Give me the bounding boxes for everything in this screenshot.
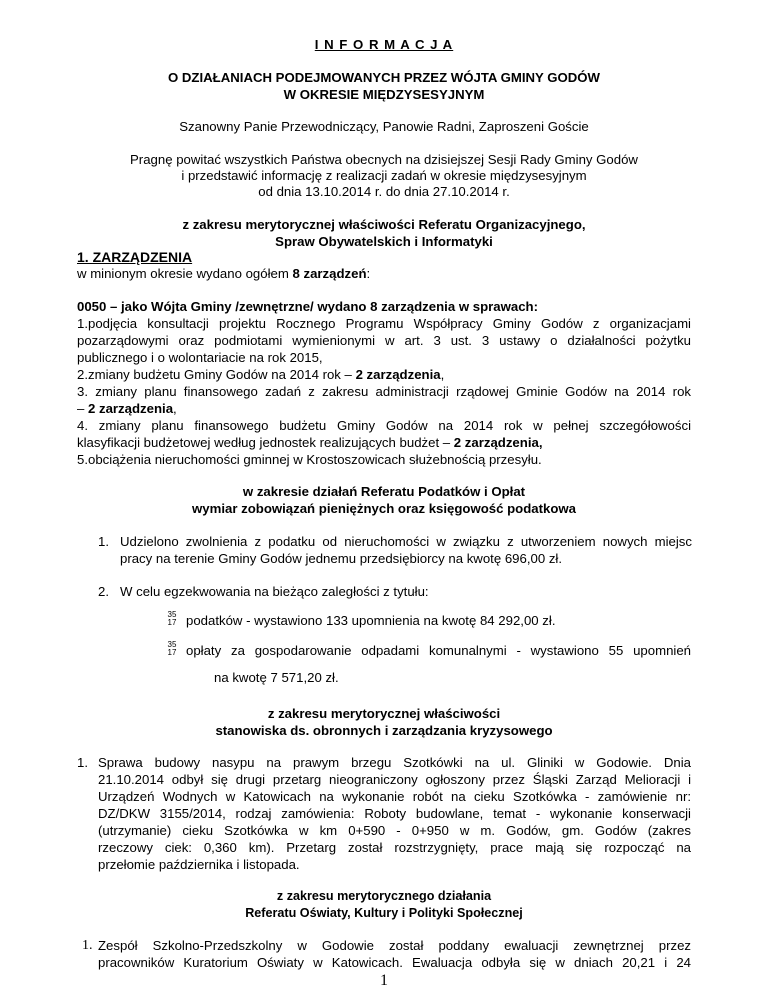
section4-heading-1: z zakresu merytorycznego działania <box>276 889 492 903</box>
bullet-icon <box>166 641 178 657</box>
s2-sub2-line-2: na kwotę 7 571,20 zł. <box>214 670 339 685</box>
item3-prefix: – <box>77 401 88 416</box>
section3-heading-2: stanowiska ds. obronnych i zarządzania kryzysowego <box>215 723 553 738</box>
s2-item2-number: 2. <box>98 584 109 599</box>
section1-subheading: 0050 – jako Wójta Gminy /zewnętrzne/ wydano 8 zarządzenia w sprawach: <box>77 299 538 314</box>
intro-line-2: i przedstawić informację z realizacji zadań w okresie międzysesyjnym <box>181 168 587 183</box>
item2-count: 2 zarządzenia <box>355 367 441 382</box>
subtitle-line-2: W OKRESIE MIĘDZYSESYJNYM <box>283 87 485 102</box>
section3-heading-1: z zakresu merytorycznej właściwości <box>267 706 501 721</box>
bullet-icon <box>166 611 178 627</box>
s3-line: DZ/DKW 3155/2014, rodzaj zamówienia: Roboty budowlane, temat - wykonanie konserwacji <box>98 806 691 821</box>
s2-item1-line-1: Udzielono zwolnienia z podatku od nieruchomości w związku z utworzeniem nowych miejsc <box>120 534 692 549</box>
greeting: Szanowny Panie Przewodniczący, Panowie Radni, Zaproszeni Goście <box>179 119 589 134</box>
item4-text: klasyfikacji budżetowej według jednostek realizujących budżet – <box>77 435 454 450</box>
item2-text: 2.zmiany budżetu Gminy Godów na 2014 rok – <box>77 367 356 382</box>
s2-item1-line-2: pracy na terenie Gminy Godów jednemu przedsiębiorcy na kwotę 696,00 zł. <box>120 551 563 566</box>
summary-prefix: w minionym okresie wydano ogółem <box>77 266 293 281</box>
s3-line: przełomie października i listopada. <box>98 857 300 872</box>
bullet-top: 35 <box>167 640 177 649</box>
bullet-bottom: 17 <box>167 618 177 627</box>
section1-summary <box>77 266 370 281</box>
s3-line: rzeczowy ciek: 0,360 km). Przetarg został rozstrzygnięty, prace mają się rozpocząć na <box>98 840 691 855</box>
section1-heading-1: z zakresu merytorycznej właściwości Referatu Organizacyjnego, <box>182 217 586 232</box>
s2-sub2-line-1: opłaty za gospodarowanie odpadami komunalnymi - wystawiono 55 upomnień <box>186 643 691 658</box>
s3-line: Sprawa budowy nasypu na prawym brzegu Szotkówki na ul. Gliniki w Godowie. Dnia <box>98 755 691 770</box>
item2 <box>77 367 444 382</box>
section1-title: 1. ZARZĄDZENIA <box>77 249 193 265</box>
s4-item-number: 1. <box>82 938 93 953</box>
item3-suffix: , <box>173 401 177 416</box>
s3-line: 21.10.2014 odbył się drugi przetarg nieograniczony ogłoszony przez Śląski Zarząd Melioracji i <box>98 772 691 787</box>
bullet-top: 35 <box>167 610 177 619</box>
document-title: I N F O R M A C J A <box>314 37 454 52</box>
item1-line-1: 1.podjęcia konsultacji projektu Rocznego Programu Współpracy Gminy Godów z organizacjami <box>77 316 691 331</box>
item4-line-1: 4. zmiany planu finansowego budżetu Gminy Godów na 2014 rok w pełnej szczegółowości <box>77 418 691 433</box>
section2-heading-1: w zakresie działań Referatu Podatków i Opłat <box>242 484 526 499</box>
intro-line-3: od dnia 13.10.2014 r. do dnia 27.10.2014 r. <box>258 184 510 199</box>
page-number: 1 <box>380 972 388 989</box>
s3-line: (utrzymanie) cieku Szotkówka w km 0+590 - 0+950 w m. Godów, gm. Godów (zakres <box>98 823 691 838</box>
section1-heading-2: Spraw Obywatelskich i Informatyki <box>275 234 493 249</box>
s2-item2-text: W celu egzekwowania na bieżąco zaległości z tytułu: <box>120 584 429 599</box>
item2-suffix: , <box>440 367 445 382</box>
section2-heading-2: wymiar zobowiązań pieniężnych oraz księgowość podatkowa <box>192 501 576 516</box>
section4-heading-2: Referatu Oświaty, Kultury i Polityki Społecznej <box>245 906 523 920</box>
bullet-bottom: 17 <box>167 648 177 657</box>
item1-line-3: publicznego i o wolontariacie na rok 2015, <box>77 350 323 365</box>
item4-line-2 <box>77 435 542 450</box>
s4-line-1: Zespół Szkolno-Przedszkolny w Godowie został poddany ewaluacji zewnętrznej przez <box>98 938 691 953</box>
item3-line-1: 3. zmiany planu finansowego zadań z zakresu administracji rządowej Gminie Godów na 2014 rok <box>77 384 691 399</box>
item1-line-2: pozarządowymi oraz podmiotami wymienionymi w art. 3 ust. 3 ustawy o działalności pożytku <box>77 333 691 348</box>
s3-item-number: 1. <box>77 755 88 770</box>
s4-line-2: pracowników Kuratorium Oświaty w Katowicach. Ewaluacja odbyła się w dniach 20,21 i 24 <box>98 955 691 970</box>
subtitle-line-1: O DZIAŁANIACH PODEJMOWANYCH PRZEZ WÓJTA GMINY GODÓW <box>167 70 600 85</box>
summary-suffix: : <box>366 266 371 281</box>
s3-paragraph <box>98 755 691 874</box>
item5: 5.obciążenia nieruchomości gminnej w Krostoszowicach służebnością przesyłu. <box>77 452 542 467</box>
s3-line: Urządzeń Wodnych w Katowicach na wykonanie robót na cieku Szotkówka - zamówienie nr: <box>98 789 691 804</box>
item4-count: 2 zarządzenia, <box>453 435 543 450</box>
item3-line-2 <box>77 401 177 416</box>
summary-count: 8 zarządzeń <box>292 266 367 281</box>
s2-item1-number: 1. <box>98 534 109 549</box>
intro-line-1: Pragnę powitać wszystkich Państwa obecnych na dzisiejszej Sesji Rady Gminy Godów <box>130 152 638 167</box>
s2-sub1: podatków - wystawiono 133 upomnienia na kwotę 84 292,00 zł. <box>186 613 556 628</box>
item3-count: 2 zarządzenia <box>88 401 174 416</box>
